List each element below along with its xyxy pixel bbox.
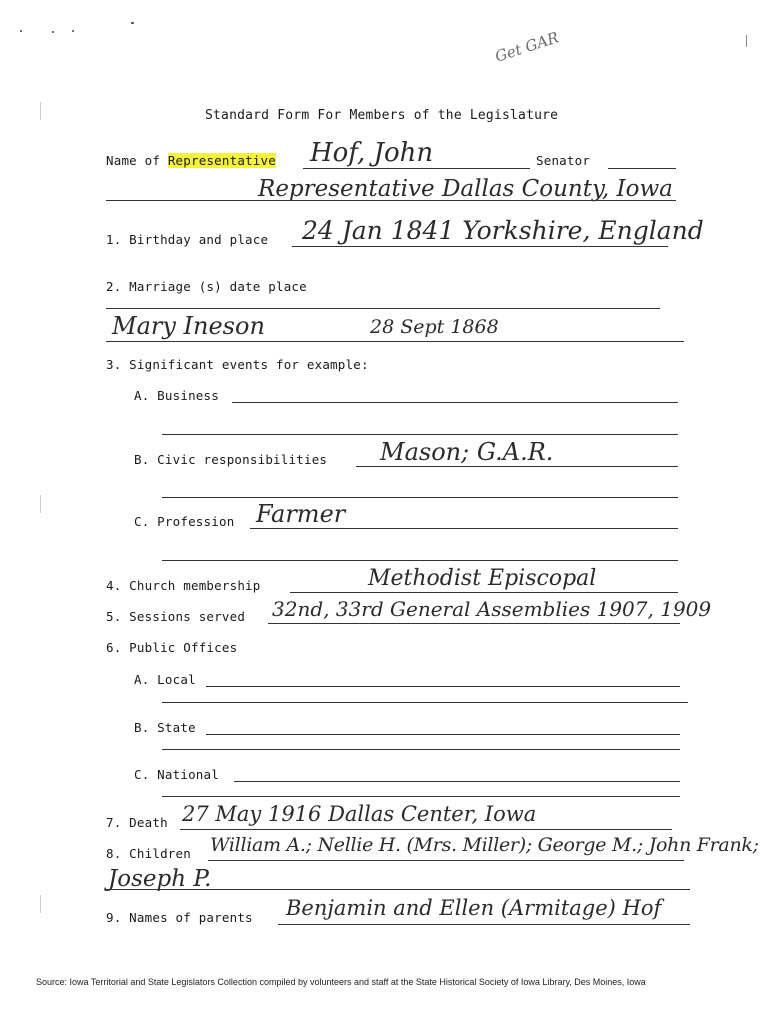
state-line-1: [206, 734, 680, 735]
senator-line: [608, 168, 676, 169]
profession-line-2: [162, 560, 678, 561]
local-label: A. Local: [134, 672, 196, 687]
children-label: 8. Children: [106, 846, 191, 861]
church-value: Methodist Episcopal: [368, 566, 597, 591]
death-line: [180, 829, 672, 830]
parents-line: [278, 924, 690, 925]
scan-speck: [72, 30, 74, 32]
sessions-label: 5. Sessions served: [106, 609, 246, 624]
business-line-1: [232, 402, 678, 403]
district-value: Representative Dallas County, Iowa: [258, 176, 673, 202]
marriage-date: 28 Sept 1868: [370, 316, 499, 338]
scan-edge-mark: [746, 35, 747, 47]
source-footnote: Source: Iowa Territorial and State Legislators Collection compiled by volunteers and staff at the State Historical Society of Iowa Library, Des Moines, Iowa: [36, 977, 646, 987]
children-line-2: [106, 889, 690, 890]
name-line-2: [106, 200, 676, 201]
children-value: William A.; Nellie H. (Mrs. Miller); George M.; John Frank;: [210, 834, 759, 856]
children-line-1: [208, 860, 684, 861]
name-line: [303, 168, 530, 169]
scan-edge-mark: [40, 102, 41, 120]
national-label: C. National: [134, 767, 219, 782]
profession-label: C. Profession: [134, 514, 235, 529]
business-line-2: [162, 434, 678, 435]
local-line-1: [206, 686, 680, 687]
profession-line-1: [250, 528, 678, 529]
senator-label: Senator: [536, 153, 591, 168]
national-line-2: [162, 796, 680, 797]
scan-speck: [52, 31, 54, 33]
church-line: [290, 592, 678, 593]
name-label: [106, 153, 276, 168]
birthday-label: 1. Birthday and place: [106, 232, 269, 247]
sessions-value: 32nd, 33rd General Assemblies 1907, 1909: [272, 597, 712, 621]
church-label: 4. Church membership: [106, 578, 261, 593]
scan-edge-mark: [40, 495, 41, 513]
death-label: 7. Death: [106, 815, 168, 830]
business-label: A. Business: [134, 388, 219, 403]
name-value: Hof, John: [310, 138, 434, 168]
marriage-label: 2. Marriage (s) date place: [106, 279, 307, 294]
local-line-2: [162, 702, 688, 703]
death-value: 27 May 1916 Dallas Center, Iowa: [182, 802, 537, 826]
national-line-1: [234, 781, 680, 782]
civic-label: B. Civic responsibilities: [134, 452, 328, 467]
children-value-2: Joseph P.: [108, 866, 212, 892]
events-label: 3. Significant events for example:: [106, 357, 369, 372]
page-title: Standard Form For Members of the Legislature: [205, 108, 559, 123]
parents-value: Benjamin and Ellen (Armitage) Hof: [286, 896, 662, 920]
representative-label: Representative: [167, 153, 276, 168]
scan-edge-mark: [40, 895, 41, 913]
name-label-prefix: Name of: [106, 153, 168, 168]
civic-line-1: [356, 466, 678, 467]
marriage-line-1: [106, 308, 660, 309]
profession-value: Farmer: [256, 500, 346, 528]
offices-label: 6. Public Offices: [106, 640, 238, 655]
birthday-line: [292, 246, 668, 247]
state-label: B. State: [134, 720, 196, 735]
civic-value: Mason; G.A.R.: [380, 438, 554, 466]
scan-speck: [131, 22, 134, 24]
state-line-2: [162, 749, 680, 750]
marriage-spouse: Mary Ineson: [112, 312, 265, 340]
parents-label: 9. Names of parents: [106, 910, 253, 925]
corner-note: Get GAR: [492, 28, 561, 66]
civic-line-2: [162, 497, 678, 498]
sessions-line: [268, 623, 680, 624]
birthday-value: 24 Jan 1841 Yorkshire, England: [302, 216, 704, 245]
marriage-line-2: [106, 341, 684, 342]
scan-speck: [20, 30, 22, 32]
